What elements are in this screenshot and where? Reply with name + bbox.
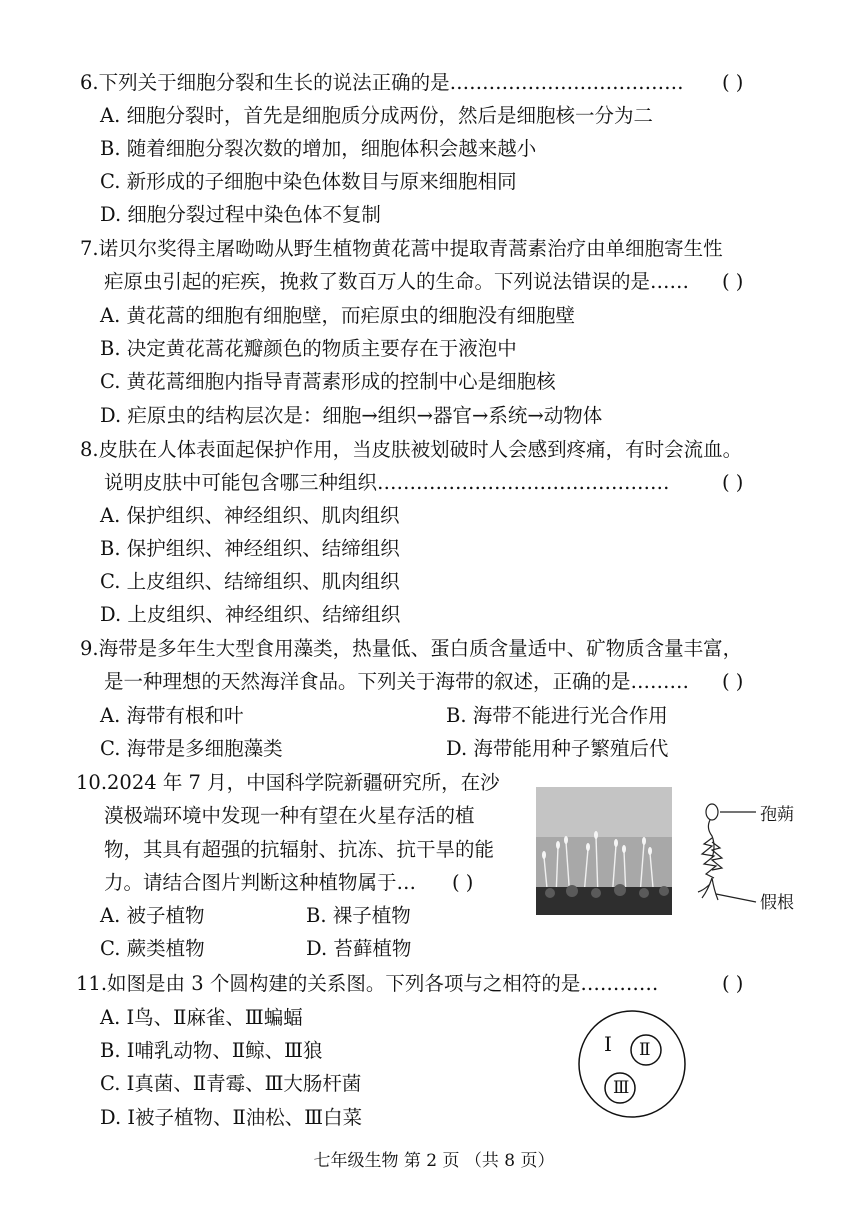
q9-option-c: C. 海带是多细胞藻类 [100,737,283,760]
q10-stem-line3: 物，其具有超强的抗辐射、抗冻、抗干旱的能 [104,838,495,861]
page-footer: 七年级生物 第 2 页 （共 8 页） [313,1151,555,1171]
q9-stem-line1: 9.海带是多年生大型食用藻类，热量低、蛋白质含量适中、矿物质含量丰富， [80,637,743,660]
q8-option-b: B. 保护组织、神经组织、结缔组织 [100,537,400,560]
q6-option-a: A. 细胞分裂时，首先是细胞质分成两份，然后是细胞核一分为二 [100,104,653,127]
q6-option-d: D. 细胞分裂过程中染色体不复制 [100,203,381,226]
moss-photo [536,787,672,915]
q10-stem-line4: 力。请结合图片判断这种植物属于… [104,871,417,894]
q7-stem-line2: 疟原虫引起的疟疾，挽救了数百万人的生命。下列说法错误的是…… [104,270,690,293]
venn-label-2: Ⅱ [639,1040,651,1060]
q8-option-a: A. 保护组织、神经组织、肌肉组织 [100,504,400,527]
q10-option-a: A. 被子植物 [100,904,205,927]
q7-option-c: C. 黄花蒿细胞内指导青蒿素形成的控制中心是细胞核 [100,370,556,393]
venn-label-1: Ⅰ [604,1032,612,1056]
q9-option-d: D. 海带能用种子繁殖后代 [446,737,669,760]
q10-option-c: C. 蕨类植物 [100,937,205,960]
q7-option-b: B. 决定黄花蒿花瓣颜色的物质主要存在于液泡中 [100,337,517,360]
q7-option-a: A. 黄花蒿的细胞有细胞壁，而疟原虫的细胞没有细胞壁 [100,304,575,327]
circle-1 [579,1011,685,1117]
q10-answer-paren: ( ) [452,871,474,894]
circle-relation-diagram [576,1008,688,1120]
q7-stem-line1: 7.诺贝尔奖得主屠呦呦从野生植物黄花蒿中提取青蒿素治疗由单细胞寄生性 [80,237,723,260]
q8-answer-paren: ( ) [722,471,744,494]
q9-option-a: A. 海带有根和叶 [100,704,244,727]
q8-option-d: D. 上皮组织、神经组织、结缔组织 [100,603,401,626]
q11-option-d: D. Ⅰ被子植物、Ⅱ油松、Ⅲ白菜 [100,1106,363,1129]
q10-option-d: D. 苔藓植物 [306,937,412,960]
q6-answer-paren: ( ) [722,71,744,94]
q11-option-c: C. Ⅰ真菌、Ⅱ青霉、Ⅲ大肠杆菌 [100,1072,362,1095]
q10-option-b: B. 裸子植物 [306,904,411,927]
q9-answer-paren: ( ) [722,670,744,693]
capsule-label: 孢蒴 [760,805,794,825]
moss-photo-graphic [536,787,672,915]
venn-graphic [576,1008,688,1120]
q11-option-a: A. Ⅰ鸟、Ⅱ麻雀、Ⅲ蝙蝠 [100,1006,303,1029]
venn-label-3: Ⅲ [613,1078,630,1098]
q11-answer-paren: ( ) [722,972,744,995]
q11-stem: 11.如图是由 3 个圆构建的关系图。下列各项与之相符的是………… [76,972,659,995]
q9-option-b: B. 海带不能进行光合作用 [446,704,668,727]
q11-option-b: B. Ⅰ哺乳动物、Ⅱ鲸、Ⅲ狼 [100,1039,323,1062]
q7-answer-paren: ( ) [722,270,744,293]
q9-stem-line2: 是一种理想的天然海洋食品。下列关于海带的叙述，正确的是……… [104,670,690,693]
q10-stem-line2: 漠极端环境中发现一种有望在火星存活的植 [104,804,475,827]
q6-stem: 6.下列关于细胞分裂和生长的说法正确的是……………………………… [80,71,684,94]
q10-stem-line1: 10.2024 年 7 月，中国科学院新疆研究所，在沙 [76,771,500,794]
rhizoid-label: 假根 [760,893,794,913]
q8-stem-line1: 8.皮肤在人体表面起保护作用，当皮肤被划破时人会感到疼痛，有时会流血。 [80,438,743,461]
q8-option-c: C. 上皮组织、结缔组织、肌肉组织 [100,570,400,593]
q8-stem-line2: 说明皮肤中可能包含哪三种组织……………………………………… [104,471,670,494]
q6-option-c: C. 新形成的子细胞中染色体数目与原来细胞相同 [100,170,517,193]
q7-option-d: D. 疟原虫的结构层次是：细胞→组织→器官→系统→动物体 [100,404,603,427]
q6-option-b: B. 随着细胞分裂次数的增加，细胞体积会越来越小 [100,137,537,160]
